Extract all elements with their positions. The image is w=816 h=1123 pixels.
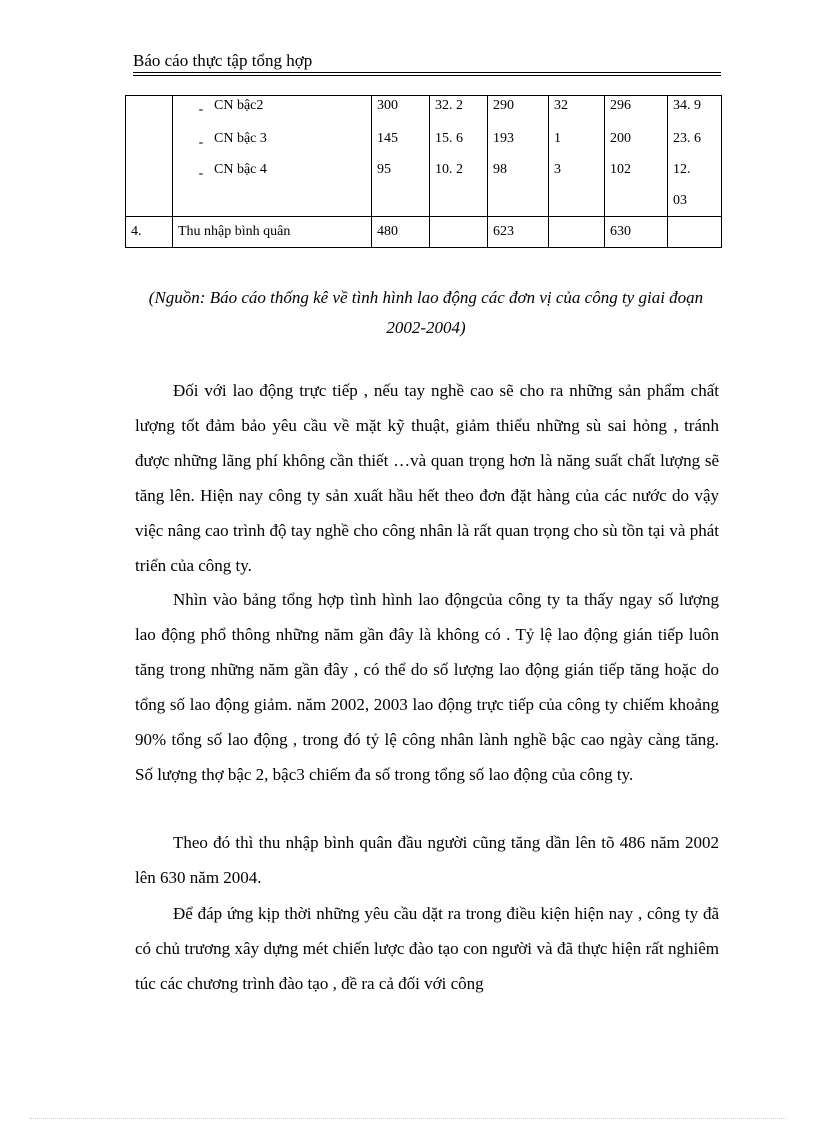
body-paragraph: Đối với lao động trực tiếp , nếu tay nghề cao sẽ cho ra những sản phẩm chất lượng tốt đảm bảo yêu cầu về mặt kỹ thuật, giảm thiểu những sù sai hỏng , tránh được những lãng phí không cần thiết …và quan trọng hơn là năng suất chất lượng sẽ tăng lên. Hiện nay công ty sản xuất hầu hết theo đơn đặt hàng của các nước do vậy việc nâng cao trình độ tay nghề cho công nhân là rất quan trọng cho sù tồn tại và phát triển của công ty. xyxy=(135,381,719,575)
table-cell: 32 1 3 xyxy=(549,96,605,217)
header-rule-bottom xyxy=(133,75,721,76)
table-cell: 32. 2 15. 6 10. 2 xyxy=(430,96,488,217)
labor-table xyxy=(125,95,722,248)
table-row xyxy=(126,96,722,217)
table-cell: 630 xyxy=(605,217,668,248)
table-cell: 300 145 95 xyxy=(372,96,430,217)
bullet-dash: - xyxy=(198,135,204,150)
body-paragraph: Để đáp ứng kịp thời những yêu cầu dặt ra trong điều kiện hiện nay , công ty đã có chủ trương xây dựng mét chiến lược đào tạo con người và đã thực hiện rất nghiêm túc các chương trình đào tạo , đề ra cả đối với công xyxy=(135,904,719,993)
table-cell: 296 200 102 xyxy=(605,96,668,217)
body-paragraph: Theo đó thì thu nhập bình quân đầu người cũng tăng dần lên tõ 486 năm 2002 lên 630 năm 2004. xyxy=(135,833,719,887)
table-cell xyxy=(549,217,605,248)
bullet-dash: - xyxy=(198,102,204,117)
table-row xyxy=(126,217,722,248)
page-bottom-divider xyxy=(30,1118,786,1119)
table-cell-label: Thu nhập bình quân xyxy=(173,217,372,248)
table-cell xyxy=(430,217,488,248)
header-rule-top xyxy=(133,72,721,73)
body-paragraph: Nhìn vào bảng tổng hợp tình hình lao độngcủa công ty ta thấy ngay số lượng lao động phổ thông những năm gần đây là không có . Tỷ lệ lao động gián tiếp luôn tăng trong những năm gần đây , có thể do số lượng lao động gián tiếp tăng hoặc do tổng số lao động giảm. năm 2002, 2003 lao động trực tiếp của công ty chiếm khoảng 90% tổng số lao động , trong đó tỷ lệ công nhân lành nghề bậc cao ngày càng tăng. Số lượng thợ bậc 2, bậc3 chiếm đa số trong tổng số lao động của công ty. xyxy=(135,590,719,784)
list-item: - CN bậc 3 xyxy=(178,123,371,154)
table-cell: 623 xyxy=(488,217,549,248)
table-cell-items xyxy=(173,96,372,217)
table-cell-no: 4. xyxy=(126,217,173,248)
list-item: - CN bậc 4 xyxy=(178,154,371,185)
bullet-dash: - xyxy=(198,166,204,181)
table-cell: 290 193 98 xyxy=(488,96,549,217)
table-cell xyxy=(668,217,722,248)
table-source-note: (Nguồn: Báo cáo thống kê về tình hình lao động các đơn vị của công ty giai đoạn 2002-2004) xyxy=(148,288,704,337)
list-item: - CN bậc2 xyxy=(178,96,371,123)
page-header-title: Báo cáo thực tập tổng hợp xyxy=(133,51,313,70)
table-cell: 34. 9 23. 6 12. 03 xyxy=(668,96,722,217)
table-cell-no xyxy=(126,96,173,217)
table-cell: 480 xyxy=(372,217,430,248)
